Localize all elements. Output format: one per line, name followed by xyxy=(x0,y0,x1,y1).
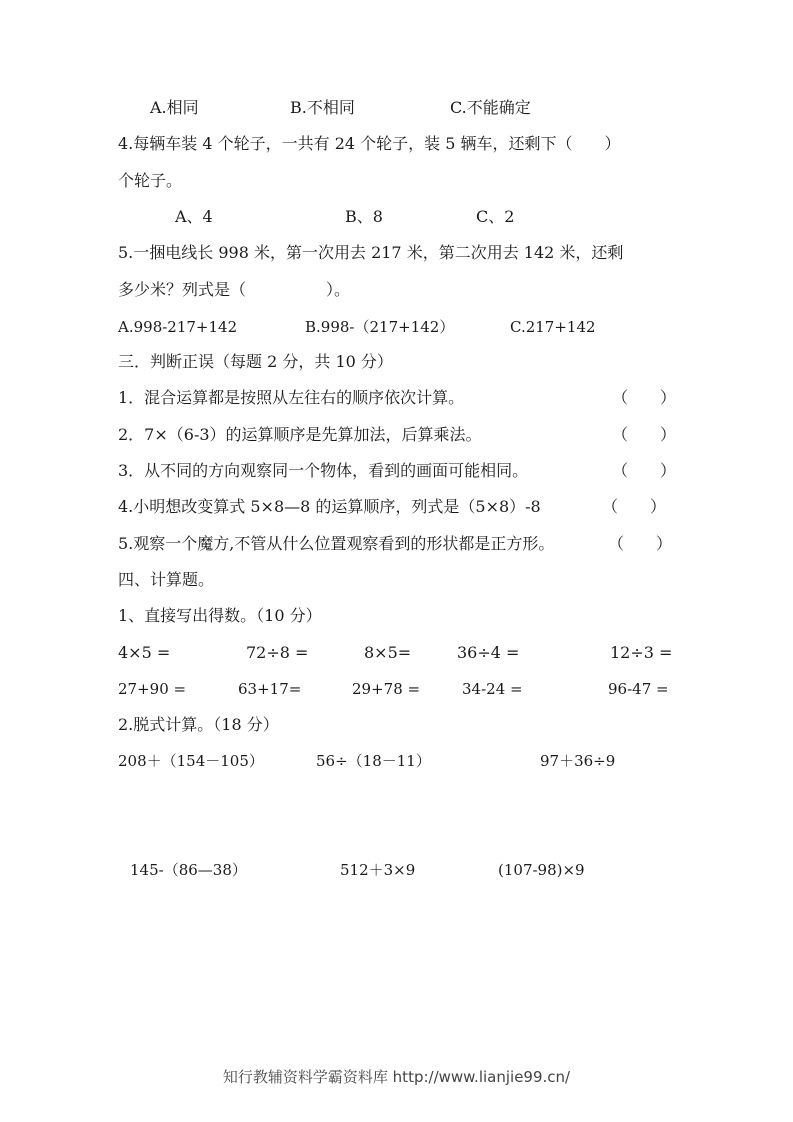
subsection-1-title: 1、直接写出得数。（10 分） xyxy=(118,606,322,625)
answer-paren[interactable]: （ ） xyxy=(612,388,677,407)
q5-option-a: A.998-217+142 xyxy=(118,318,238,336)
question-4-text: 4.每辆车装 4 个轮子，一共有 24 个轮子，装 5 辆车，还剩下（ ） xyxy=(118,134,621,153)
step-calc-item: (107-98)×9 xyxy=(498,861,585,879)
oral-calc-item: 8×5= xyxy=(364,643,412,662)
oral-calc-item: 36÷4 = xyxy=(457,643,520,662)
answer-paren[interactable]: （ ） xyxy=(612,461,677,480)
q4-option-c: C、2 xyxy=(476,207,515,226)
q4-option-b: B、8 xyxy=(345,207,383,226)
step-calc-item: 97＋36÷9 xyxy=(540,752,616,770)
oral-calc-item: 29+78 = xyxy=(352,680,421,698)
judgement-item: 2．7×（6-3）的运算顺序是先算加法，后算乘法。 xyxy=(118,425,482,444)
judgement-item: 5.观察一个魔方,不管从什么位置观察看到的形状都是正方形。 xyxy=(118,534,555,553)
answer-paren[interactable]: （ ） xyxy=(608,534,673,553)
step-calc-item: 512＋3×9 xyxy=(340,861,416,879)
question-5-text: 5.一捆电线长 998 米，第一次用去 217 米，第二次用去 142 米，还剩 xyxy=(118,243,624,262)
oral-calc-item: 96-47 = xyxy=(608,680,669,698)
question-4-text-cont: 个轮子。 xyxy=(118,171,183,190)
section-4-title: 四、计算题。 xyxy=(118,570,215,589)
oral-calc-item: 34-24 = xyxy=(462,680,523,698)
answer-paren[interactable]: （ ） xyxy=(602,497,667,516)
oral-calc-item: 27+90 = xyxy=(118,680,187,698)
option-b: B.不相同 xyxy=(290,98,355,117)
answer-paren[interactable]: （ ） xyxy=(612,425,677,444)
option-c: C.不能确定 xyxy=(450,98,531,117)
oral-calc-item: 72÷8 = xyxy=(246,643,309,662)
subsection-2-title: 2.脱式计算。（18 分） xyxy=(118,715,279,734)
q4-option-a: A、4 xyxy=(175,207,213,226)
judgement-item: 4.小明想改变算式 5×8—8 的运算顺序，列式是（5×8）-8 xyxy=(118,497,541,516)
oral-calc-item: 63+17= xyxy=(238,680,302,698)
section-3-title: 三．判断正误（每题 2 分，共 10 分） xyxy=(118,352,393,371)
step-calc-item: 208＋（154－105） xyxy=(118,752,264,770)
judgement-item: 1．混合运算都是按照从左往右的顺序依次计算。 xyxy=(118,388,465,407)
option-a: A.相同 xyxy=(150,98,199,117)
q5-option-b: B.998-（217+142） xyxy=(305,318,455,336)
question-5-text-cont: 多少米？列式是（ ）。 xyxy=(118,280,351,299)
step-calc-item: 145-（86—38） xyxy=(130,861,247,879)
footer-watermark: 知行教辅资料学霸资料库 http://www.lianjie99.cn/ xyxy=(222,1068,571,1086)
q5-option-c: C.217+142 xyxy=(510,318,596,336)
oral-calc-item: 4×5 = xyxy=(118,643,171,662)
step-calc-item: 56÷（18－11） xyxy=(316,752,431,770)
judgement-item: 3．从不同的方向观察同一个物体，看到的画面可能相同。 xyxy=(118,461,529,480)
oral-calc-item: 12÷3 = xyxy=(610,643,673,662)
